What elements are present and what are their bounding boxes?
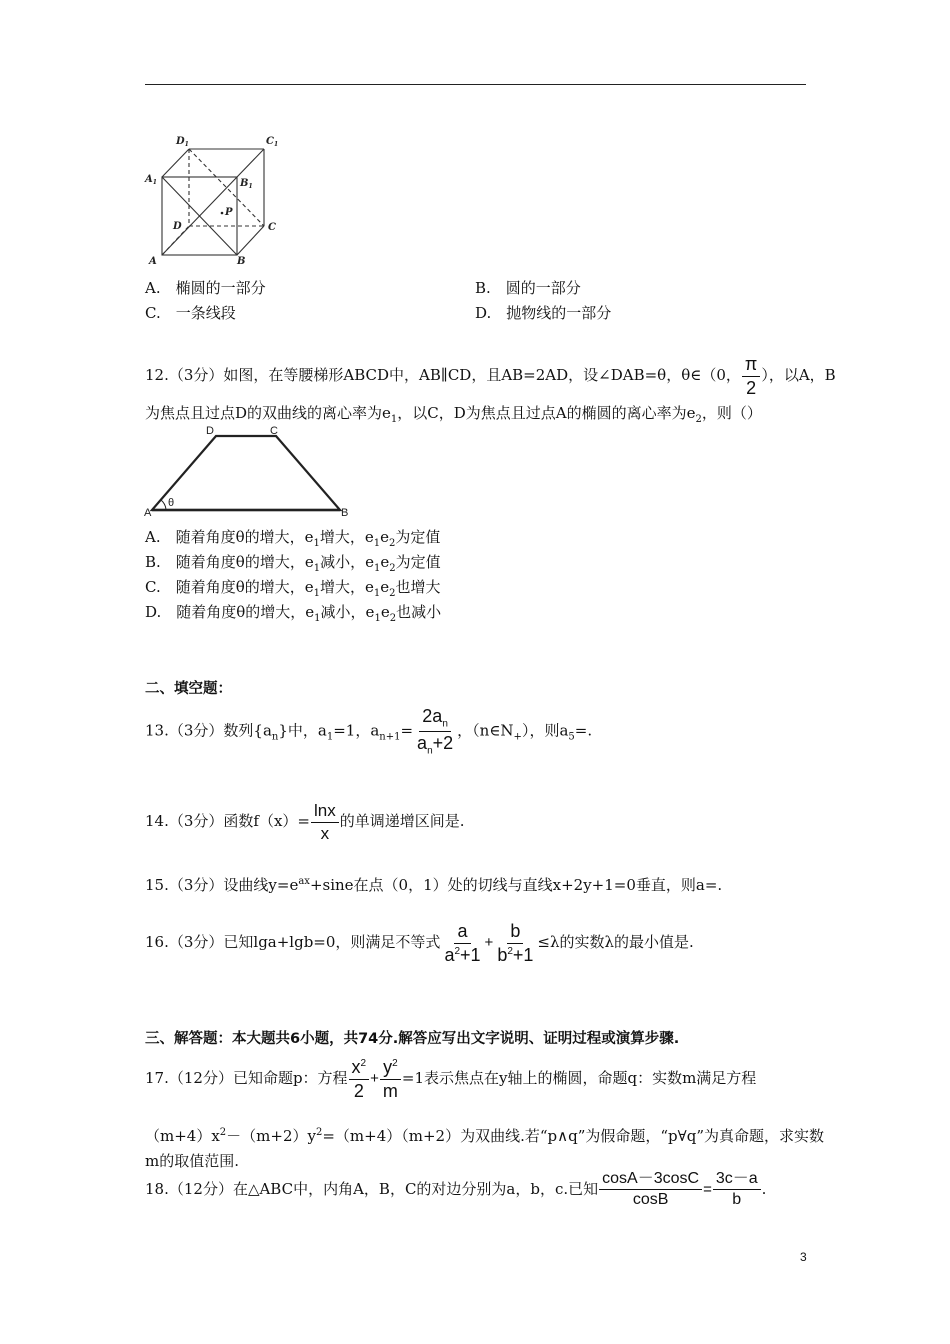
trapezoid-figure bbox=[140, 426, 360, 518]
label-c1: $C_1$ bbox=[266, 136, 279, 148]
q18: 18.（12分）在△ABC中，内角A，B，C的对边分别为a，b，c.已知 $\frac{\cos A-3\cos C}{\cos B}$ = $\frac{3c-a}{b}$ . bbox=[145, 1170, 767, 1209]
point-p bbox=[221, 212, 224, 215]
trap-label-b: B bbox=[341, 507, 349, 518]
q12-line2: 为焦点且过点D的双曲线的离心率为$e_1$，以C，D为焦点且过点A的椭圆的离心率为$e_2$，则（） bbox=[145, 404, 762, 425]
q17-line3: m的取值范围. bbox=[145, 1152, 239, 1170]
q16: 16.（3分）已知lga+lgb=0，则满足不等式 $\frac{a}{a^2+1}$ + $\frac{b}{b^2+1}$ ≤λ的实数λ的最小值是. bbox=[145, 921, 694, 965]
label-a1: $A_1$ bbox=[145, 174, 157, 186]
q13: 13.（3分）数列$\{a_n\}$中，$a_1=1$，$a_{n+1}=$ $\frac{2a_n}{a_n+2}$ ，$(n\in N_+)$，则$a_5=$. bbox=[145, 706, 593, 757]
label-a: A bbox=[149, 256, 157, 266]
q17-fraction-y: $\frac{y^2}{m}$ bbox=[380, 1057, 401, 1101]
q12-option-b: B. 随着角度θ的增大，$e_1$减小，$e_1e_2$为定值 bbox=[145, 553, 441, 574]
q14-fraction: $\frac{\ln x}{x}$ bbox=[311, 801, 339, 843]
section-2-heading: 二、填空题： bbox=[145, 681, 232, 697]
q12-option-a: A. 随着角度θ的增大，$e_1$增大，$e_1e_2$为定值 bbox=[145, 528, 441, 549]
section-3-heading: 三、解答题：本大题共6小题，共74分.解答应写出文字说明、证明过程或演算步骤. bbox=[145, 1031, 680, 1047]
q17-line1: 17.（12分）已知命题p：方程 $\frac{x^2}{2}$ + $\frac{y^2}{m}$ =1表示焦点在y轴上的椭圆，命题q：实数m满足方程 bbox=[145, 1057, 757, 1101]
q17-line2: $(m+4)x^2-(m+2)y^2=(m+4)(m+2)$为双曲线.若“p∧q”为假命题，“p∀q”为真命题，求实数 bbox=[145, 1127, 824, 1145]
q14: 14.（3分）函数f（x）= $\frac{\ln x}{x}$ 的单调递增区间是. bbox=[145, 801, 465, 843]
page-number: 3 bbox=[800, 1250, 807, 1264]
label-c: C bbox=[268, 222, 276, 233]
label-b1: $B_1$ bbox=[240, 178, 253, 190]
q13-fraction: $\frac{2a_n}{a_n+2}$ bbox=[417, 706, 454, 757]
trap-label-a: A bbox=[144, 507, 152, 518]
q12-option-d: D. 随着角度θ的增大，$e_1$减小，$e_1e_2$也减小 bbox=[145, 603, 442, 624]
q11-option-c: C. 一条线段 bbox=[145, 304, 236, 322]
header-rule bbox=[145, 84, 806, 85]
cube-figure bbox=[140, 128, 290, 266]
q17-fraction-x: $\frac{x^2}{2}$ bbox=[349, 1057, 370, 1101]
trap-label-c: C bbox=[270, 426, 278, 437]
label-b: B bbox=[237, 256, 246, 266]
q11-option-a: A. 椭圆的一部分 bbox=[145, 279, 266, 297]
q12-option-c: C. 随着角度θ的增大，$e_1$增大，$e_1e_2$也增大 bbox=[145, 578, 441, 599]
q18-fraction-right: $\frac{3c-a}{b}$ bbox=[713, 1170, 761, 1210]
label-p: P bbox=[225, 207, 233, 218]
q16-fraction-a: $\frac{a}{a^2+1}$ bbox=[444, 921, 481, 965]
label-d: D bbox=[173, 221, 182, 232]
trap-label-theta: θ bbox=[168, 497, 175, 509]
q12-line1: 12.（3分）如图，在等腰梯形ABCD中，AB∥CD，且AB=2AD，设∠DAB=θ，θ∈（0， $\frac{\pi}{2}$ ），以A，B bbox=[145, 354, 836, 398]
q11-option-b: B. 圆的一部分 bbox=[475, 279, 581, 297]
q18-fraction-left: $\frac{\cos A-3\cos C}{\cos B}$ bbox=[599, 1170, 702, 1210]
q16-fraction-b: $\frac{b}{b^2+1}$ bbox=[497, 921, 534, 965]
label-d1: $D_1$ bbox=[176, 136, 189, 148]
pi-over-2: $\frac{\pi}{2}$ bbox=[742, 354, 760, 398]
trap-label-d: D bbox=[206, 426, 214, 437]
q11-option-d: D. 抛物线的一部分 bbox=[475, 304, 612, 322]
q15: 15.（3分）设曲线$y=e^{ax}+\sin e$在点（0，1）处的切线与直线x+2y+1=0垂直，则a=. bbox=[145, 876, 723, 894]
